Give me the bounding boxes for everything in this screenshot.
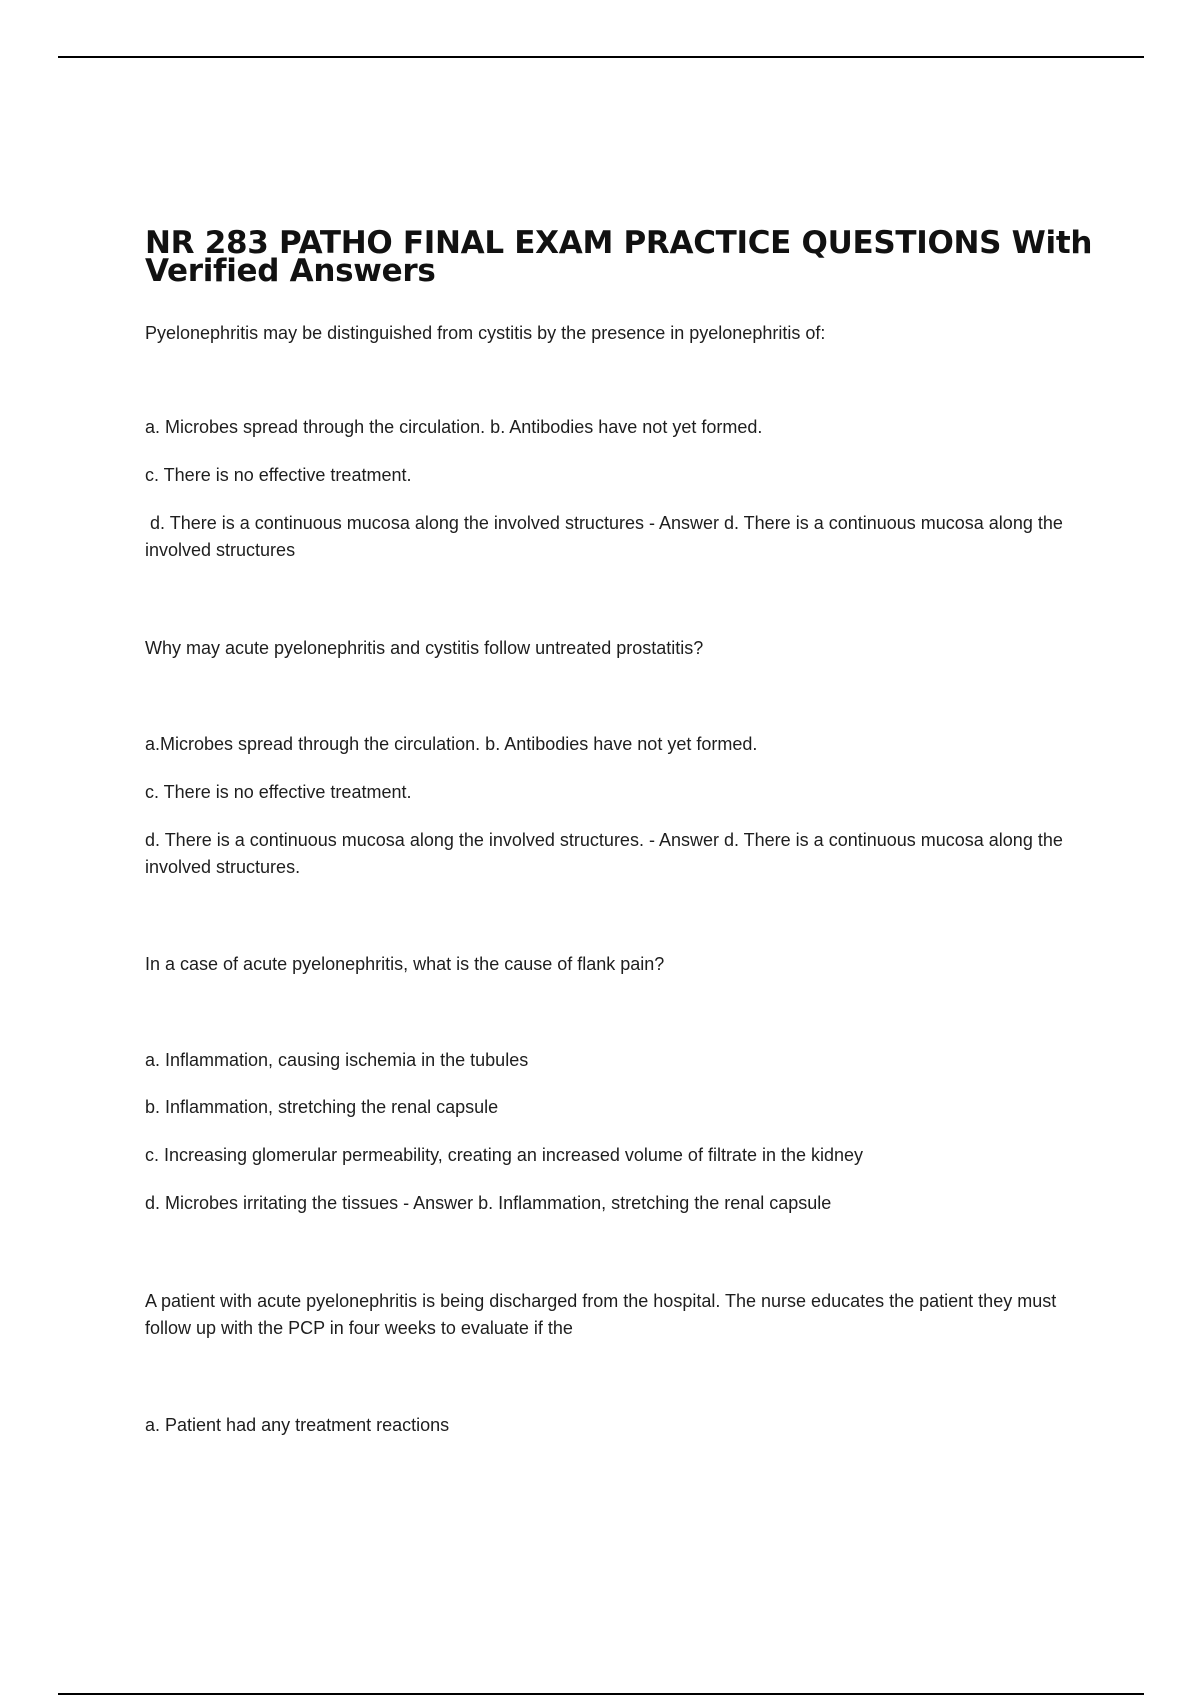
question-2-text: Why may acute pyelonephritis and cystitis follow untreated prostatitis?: [145, 638, 704, 658]
question-2-option-ab: a.Microbes spread through the circulation. b. Antibodies have not yet formed.: [145, 734, 758, 754]
top-rule: [58, 56, 1144, 58]
question-3-option-a: a. Inflammation, causing ischemia in the tubules: [145, 1050, 529, 1070]
question-3-text: In a case of acute pyelonephritis, what is the cause of flank pain?: [145, 954, 665, 974]
question-2-option-c: c. There is no effective treatment.: [145, 782, 412, 802]
question-1-option-d-answer: d. There is a continuous mucosa along the involved structures - Answer d. There is a continuous mucosa along the involved structures: [145, 513, 1068, 560]
document-title: NR 283 PATHO FINAL EXAM PRACTICE QUESTIONS With Verified Answers: [145, 225, 1093, 289]
question-1-text: Pyelonephritis may be distinguished from cystitis by the presence in pyelonephritis of:: [145, 323, 826, 343]
question-2-option-d-answer: d. There is a continuous mucosa along the involved structures. - Answer d. There is a continuous mucosa along the involved structures.: [145, 830, 1063, 877]
question-3-option-c: c. Increasing glomerular permeability, creating an increased volume of filtrate in the kidney: [145, 1145, 864, 1165]
question-3-option-d-answer: d. Microbes irritating the tissues - Answer b. Inflammation, stretching the renal capsule: [145, 1193, 832, 1213]
question-4-text: A patient with acute pyelonephritis is being discharged from the hospital. The nurse educates the patient they must follow up with the PCP in four weeks to evaluate if the: [145, 1291, 1057, 1338]
question-1-option-ab: a. Microbes spread through the circulation. b. Antibodies have not yet formed.: [145, 417, 763, 437]
question-1-option-c: c. There is no effective treatment.: [145, 465, 412, 485]
bottom-rule: [58, 1693, 1144, 1695]
question-4-option-a: a. Patient had any treatment reactions: [145, 1415, 450, 1435]
question-3-option-b: b. Inflammation, stretching the renal capsule: [145, 1097, 499, 1117]
